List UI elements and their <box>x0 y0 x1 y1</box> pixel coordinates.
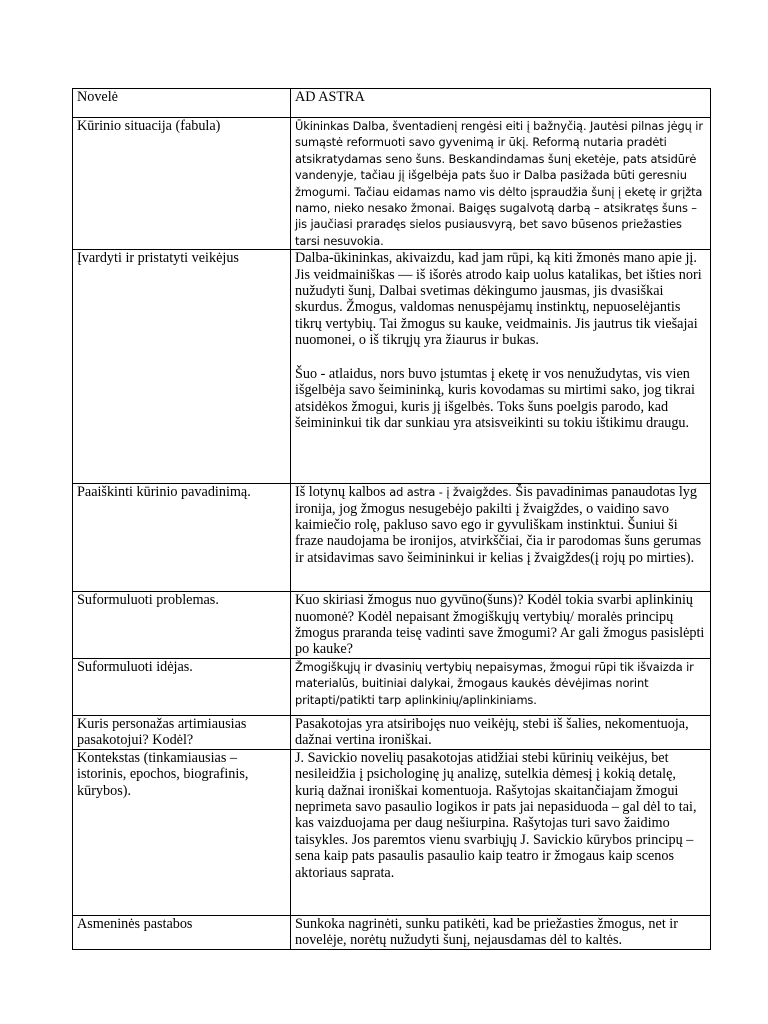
table-row <box>73 484 711 592</box>
table-row <box>73 915 711 949</box>
table-row <box>73 749 711 915</box>
row-label: Paaiškinti kūrinio pavadinimą. <box>73 484 291 592</box>
table-row <box>73 250 711 484</box>
table-row <box>73 118 711 250</box>
row-label: Kūrinio situacija (fabula) <box>73 118 291 250</box>
row-label: Asmeninės pastabos <box>73 915 291 949</box>
row-content <box>291 250 711 484</box>
table-row <box>73 592 711 659</box>
row-content: Ūkininkas Dalba, šventadienį rengėsi eiti į bažnyčią. Jautėsi pilnas jėgų ir sumąstė reformuoti savo gyvenimą ir ūkį. Reformą nutaria pradėti atsikratydamas seno šuns. Beskandindamas šunį eketėje, pats atsidūrė vandenyje, tačiau jį išgelbėja pats šuo ir Dalba pasižada būti geresniu žmogumi. Tačiau eidamas namo vis dėlto įspraudžia šunį į eketę ir grįžta namo, nieko nesako žmonai. Baigęs sugalvotą darbą – atsikratęs šuns – jis jaučiasi praradęs sielos pusiausvyrą, bet savo būsenos priežasties tarsi nesuvokia. <box>291 118 711 250</box>
title-translation: ad astra - į žvaigždes. <box>389 485 512 500</box>
row-content: AD ASTRA <box>291 89 711 118</box>
row-content: Sunkoka nagrinėti, sunku patikėti, kad be priežasties žmogus, net ir novelėje, norėtų nužudyti šunį, nejausdamas dėl to kaltės. <box>291 915 711 949</box>
row-label: Kuris personažas artimiausias pasakotojui? Kodėl? <box>73 715 291 749</box>
table-row <box>73 715 711 749</box>
character-dalba: Dalba-ūkininkas, akivaizdu, kad jam rūpi, ką kiti žmonės mano apie jį. Jis veidmainiškas — iš išorės atrodo kaip uolus katalikas, bet išties nori nužudyti šunį, Dalbai svetimas dėkingumo jausmas, jis dvasiškai skurdus. Žmogus, valdomas nenuspėjamų instinktų, nepuoselėjantis tikrų vertybių. Tai žmogus su kauke, veidmainis. Jis jautrus tik viešajai nuomonei, o iš tikrųjų yra žiaurus ir bukas. <box>295 250 702 349</box>
table-row <box>73 89 711 118</box>
row-label: Įvardyti ir pristatyti veikėjus <box>73 250 291 484</box>
title-lead: Iš lotynų kalbos <box>295 484 390 501</box>
analysis-table <box>72 88 711 950</box>
row-label: Kontekstas (tinkamiausias – istorinis, epochos, biografinis, kūrybos). <box>73 749 291 915</box>
character-dog: Šuo - atlaidus, nors buvo įstumtas į eketę ir vos nenužudytas, vis vien išgelbėja savo šeimininką, kuris kovodamas su mirtimi sako, jog tikrai atsidėkos žmogui, kuris jį išgelbės. Toks šuns poelgis parodo, kad šeimininkui tik dar sunkiau yra atsisveikinti su tokiu ištikimu draugu. <box>295 365 695 431</box>
row-content <box>291 484 711 592</box>
row-content: J. Savickio novelių pasakotojas atidžiai stebi kūrinių veikėjus, bet nesileidžia į psichologinę jų analizę, sutelkia dėmesį į kokią detalę, kurią dažnai ironiškai komentuoja. Rašytojas skaitančiajam žmogui neprimeta savo pasaulio logikos ir pats jai nepasiduoda – gal dėl to tai, kas vaizduojama per daug nešiurpina. Rašytojas turi savo žaidimo taisykles. Jos paremtos vienu svarbiųjų J. Savickio kūrybos principų – sena kaip pats pasaulis pasaulio kaip teatro ir žmogaus kaip scenos aktoriaus saprata. <box>291 749 711 915</box>
row-content: Pasakotojas yra atsiribojęs nuo veikėjų, stebi iš šalies, nekomentuoja, dažnai vertina ironiškai. <box>291 715 711 749</box>
table-row <box>73 658 711 715</box>
title-explanation: Šis pavadinimas panaudotas lyg ironija, jog žmogus nesugebėjo pakilti į žvaigždes, o vaidino savo kaimiečio rolę, pakluso savo ego ir gyvuliškam instinktui. Šuniui ši fraze naudojama be ironijos, atvirkščiai, čia ir parodomas šuns gerumas ir atsidavimas savo šeimininkui ir kelias į žvaigždes(į rojų po mirties). <box>295 484 702 566</box>
row-label: Suformuluoti problemas. <box>73 592 291 659</box>
row-content: Žmogiškųjų ir dvasinių vertybių nepaisymas, žmogui rūpi tik išvaizda ir materialūs, buitiniai dalykai, žmogaus kaukės dėvėjimas norint pritapti/patikti tarp aplinkinių/aplinkiniams. <box>291 658 711 715</box>
row-label: Suformuluoti idėjas. <box>73 658 291 715</box>
row-label: Novelė <box>73 89 291 118</box>
row-content: Kuo skiriasi žmogus nuo gyvūno(šuns)? Kodėl tokia svarbi aplinkinių nuomonė? Kodėl nepaisant žmogiškųjų vertybių/ moralės principų žmogus praranda teisę vadinti save žmogumi? Ar gali žmogus pasislėpti po kauke? <box>291 592 711 659</box>
